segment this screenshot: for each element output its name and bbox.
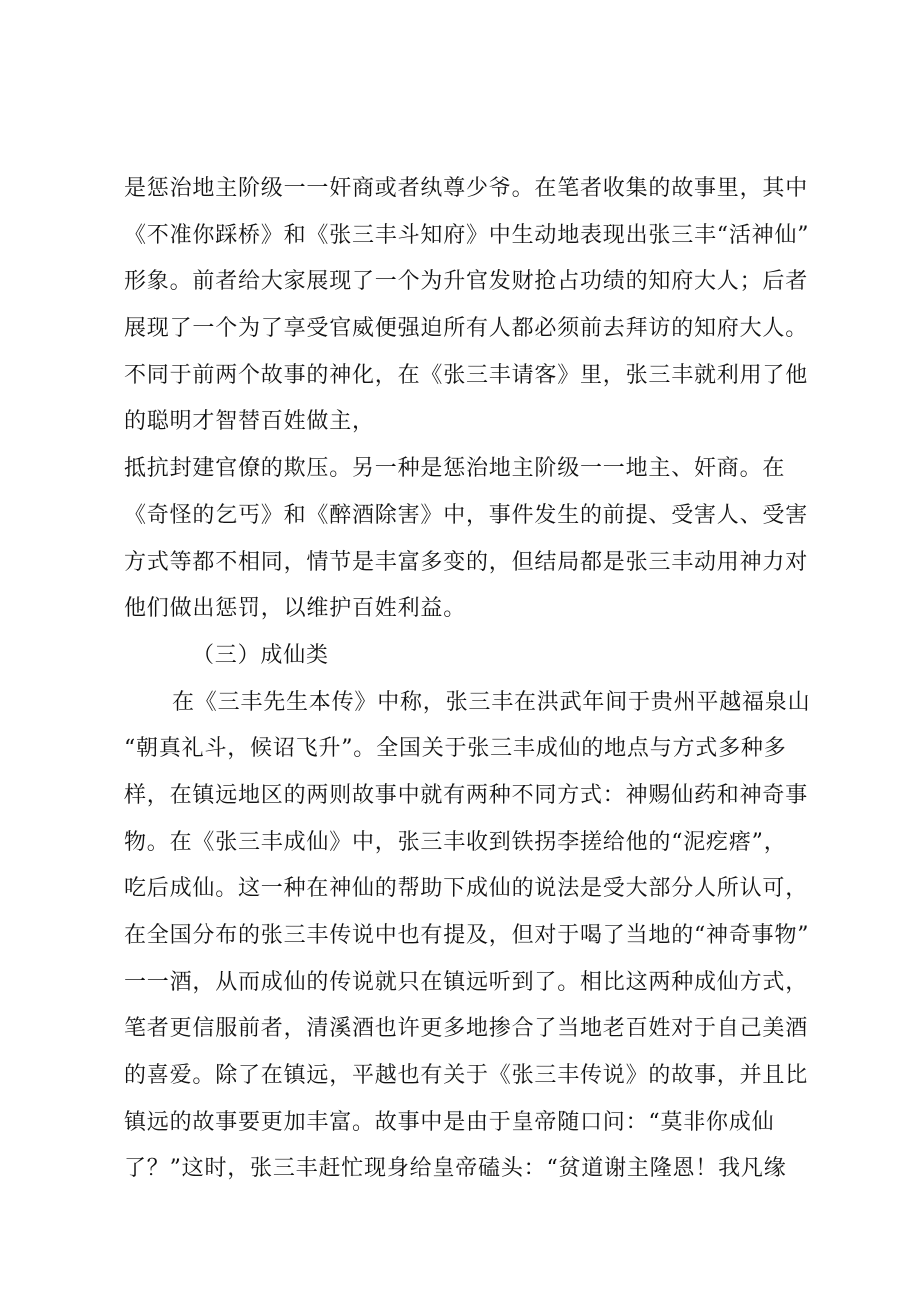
paragraph-line: 他们做出惩罚，以维护百姓利益。: [124, 596, 467, 622]
paragraph-line: 在《三丰先生本传》中称，张三丰在洪武年间于贵州平越福泉山: [172, 689, 811, 715]
paragraph-line: 样，在镇远地区的两则故事中就有两种不同方式：神赐仙药和神奇事: [124, 782, 809, 808]
paragraph-line: 了？”这时，张三丰赶忙现身给皇帝磕头：“贫道谢主隆恩！我凡缘: [124, 1156, 787, 1182]
paragraph-line: 的喜爱。除了在镇远，平越也有关于《张三丰传说》的故事，并且比: [124, 1063, 809, 1089]
body-text: [124, 166, 824, 1193]
paragraph-line: 方式等都不相同，情节是丰富多变的，但结局都是张三丰动用神力对: [124, 549, 809, 575]
paragraph-line: 是惩治地主阶级一一奸商或者纨尊少爷。在笔者收集的故事里，其中: [124, 176, 809, 201]
paragraph-line: 吃后成仙。这一种在神仙的帮助下成仙的说法是受大部分人所认可，: [124, 876, 809, 902]
paragraph-line: 一一酒，从而成仙的传说就只在镇远听到了。相比这两种成仙方式，: [124, 969, 809, 995]
paragraph-line: “朝真礼斗，候诏飞升”。全国关于张三丰成仙的地点与方式多种多: [124, 736, 787, 762]
paragraph-line: 在全国分布的张三丰传说中也有提及，但对于喝了当地的“神奇事物”: [124, 923, 810, 948]
paragraph-line: 笔者更信服前者，清溪酒也许更多地掺合了当地老百姓对于自己美酒: [124, 1016, 809, 1042]
section-heading: （三）成仙类: [192, 642, 329, 668]
paragraph-line: 形象。前者给大家展现了一个为升官发财抢占功绩的知府大人；后者: [124, 269, 809, 295]
paragraph-line: 展现了一个为了享受官威便强迫所有人都必须前去拜访的知府大人。: [124, 316, 809, 342]
paragraph-line: 《奇怪的乞丐》和《醉酒除害》中，事件发生的前提、受害人、受害: [124, 502, 809, 528]
paragraph-line: 《不准你踩桥》和《张三丰斗知府》中生动地表现出张三丰“活神仙”: [124, 222, 810, 248]
paragraph-line: 不同于前两个故事的神化，在《张三丰请客》里，张三丰就利用了他: [124, 362, 809, 388]
paragraph-line: 镇远的故事要更加丰富。故事中是由于皇帝随口问：“莫非你成仙: [124, 1109, 775, 1135]
paragraph-line: 物。在《张三丰成仙》中，张三丰收到铁拐李搓给他的“泥疙瘩”，: [124, 829, 787, 855]
paragraph-line: 的聪明才智替百姓做主，: [124, 409, 375, 435]
paragraph-line: 抵抗封建官僚的欺压。另一种是惩治地主阶级一一地主、奸商。在: [124, 456, 786, 482]
